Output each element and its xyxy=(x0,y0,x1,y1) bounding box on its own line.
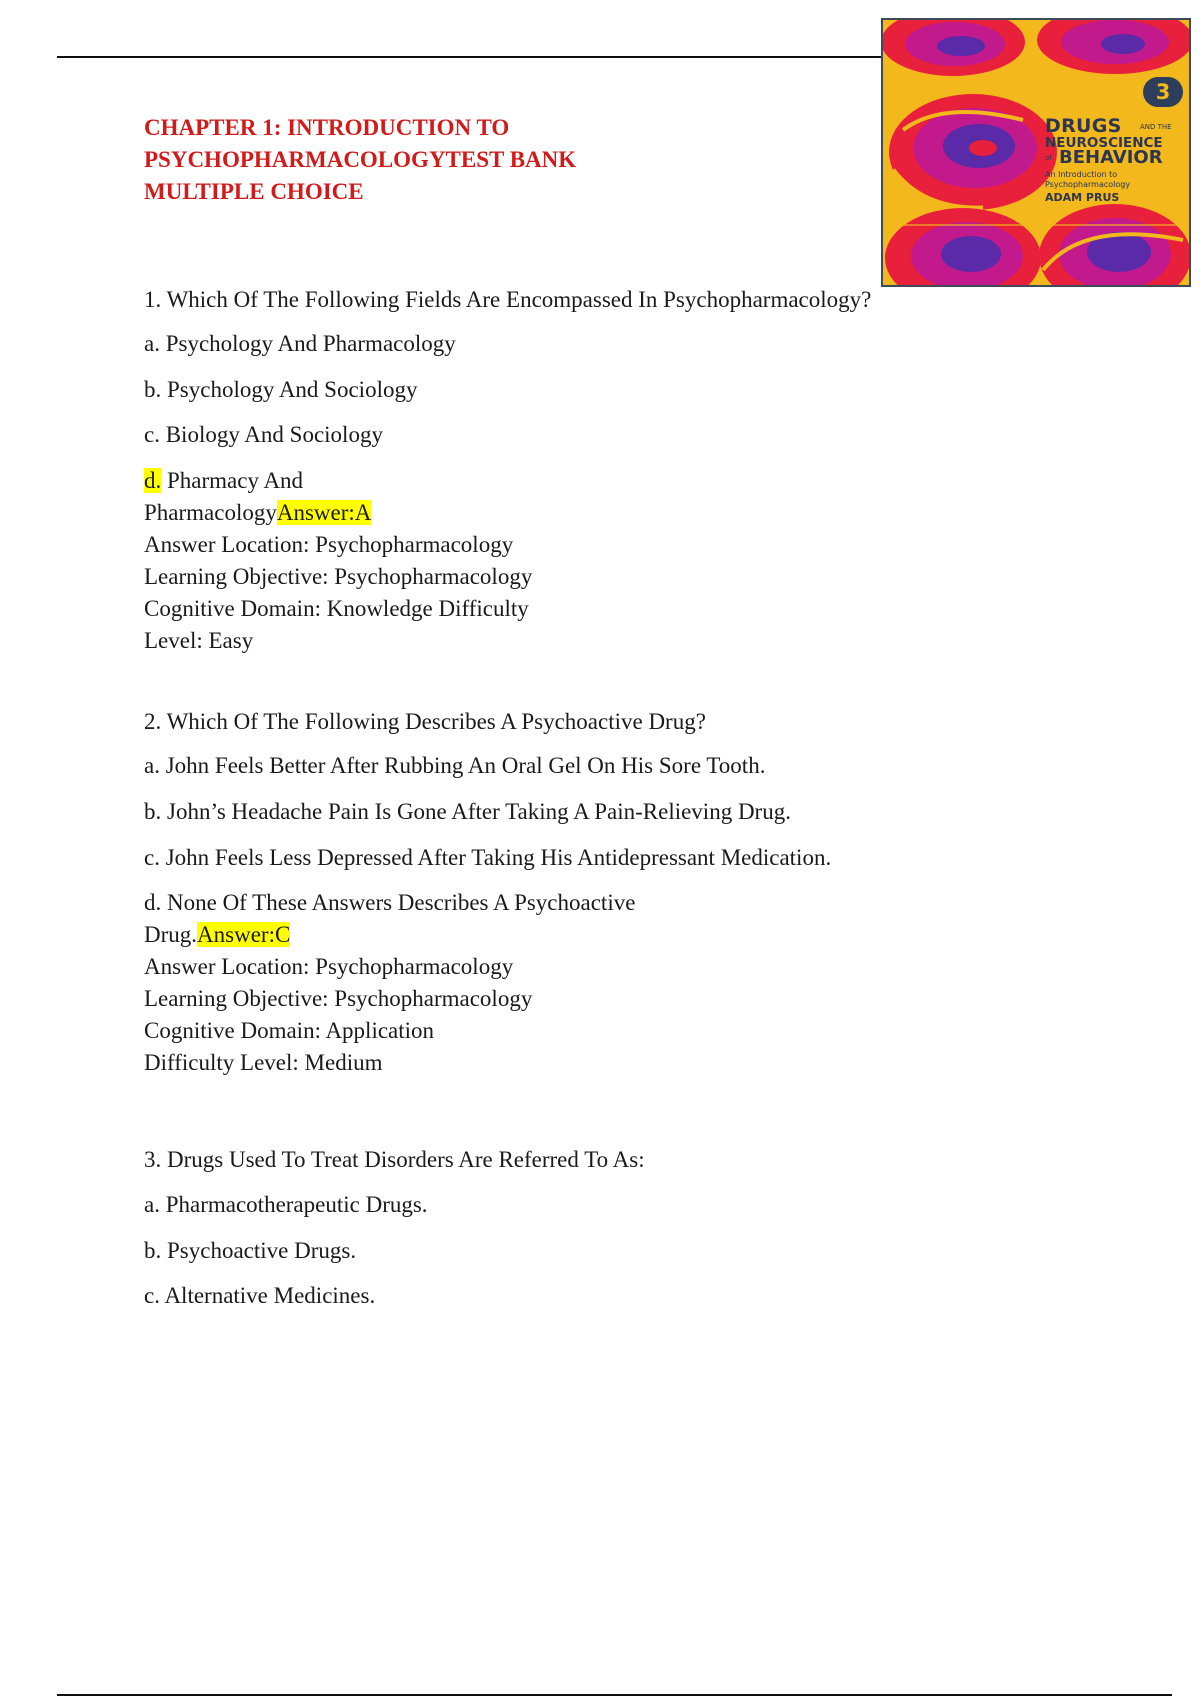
question-1-option-d xyxy=(144,466,303,496)
question-2-answer-line xyxy=(144,920,290,950)
question-2-option-d-continued: Drug. xyxy=(144,922,198,947)
question-3-option-b: b. Psychoactive Drugs. xyxy=(144,1238,357,1263)
top-rule xyxy=(57,56,887,58)
question-1-cognitive-domain: Cognitive Domain: Knowledge Difficulty xyxy=(144,596,529,621)
question-1-answer-location: Answer Location: Psychopharmacology xyxy=(144,532,514,557)
question-1-option-c: c. Biology And Sociology xyxy=(144,422,383,447)
question-2-answer-location: Answer Location: Psychopharmacology xyxy=(144,954,514,979)
question-2-cognitive-domain: Cognitive Domain: Application xyxy=(144,1018,435,1043)
chapter-title-line: CHAPTER 1: INTRODUCTION TO xyxy=(144,115,510,140)
cover-author: ADAM PRUS xyxy=(1045,191,1120,204)
question-2-stem: 2. Which Of The Following Describes A Psychoactive Drug? xyxy=(144,709,706,734)
cover-title-of: of xyxy=(1045,154,1052,162)
question-1-option-a: a. Psychology And Pharmacology xyxy=(144,331,456,356)
cover-title-and-the: AND THE xyxy=(1140,123,1172,131)
chapter-title-line: PSYCHOPHARMACOLOGYTEST BANK xyxy=(144,147,577,172)
cover-subtitle: An Introduction to Psychopharmacology xyxy=(1045,170,1131,189)
question-3-option-c: c. Alternative Medicines. xyxy=(144,1283,376,1308)
question-1-answer-line xyxy=(144,498,371,528)
question-1-answer: Answer:A xyxy=(276,500,372,525)
question-2-option-b: b. John’s Headache Pain Is Gone After Taking A Pain-Relieving Drug. xyxy=(144,799,791,824)
cover-title-drugs: DRUGS xyxy=(1045,115,1122,137)
question-2-learning-objective: Learning Objective: Psychopharmacology xyxy=(144,986,533,1011)
cover-title-behavior: BEHAVIOR xyxy=(1059,147,1163,168)
question-1-option-d-letter: d. xyxy=(144,468,162,493)
edition-badge: 3 xyxy=(1143,77,1183,107)
question-1-option-d-continued: Pharmacology xyxy=(144,500,277,525)
question-2-difficulty: Difficulty Level: Medium xyxy=(144,1050,383,1075)
question-2-option-c: c. John Feels Less Depressed After Taking His Antidepressant Medication. xyxy=(144,845,832,870)
question-1-option-d-text: Pharmacy And xyxy=(167,468,304,493)
question-2-option-d: d. None Of These Answers Describes A Psychoactive xyxy=(144,890,636,915)
question-1-option-b: b. Psychology And Sociology xyxy=(144,377,418,402)
question-1-difficulty: Level: Easy xyxy=(144,628,254,653)
question-3-stem: 3. Drugs Used To Treat Disorders Are Referred To As: xyxy=(144,1147,645,1172)
chapter-title-line: MULTIPLE CHOICE xyxy=(144,179,364,204)
book-cover-image xyxy=(881,18,1191,287)
chapter-title xyxy=(144,112,576,208)
question-2-option-a: a. John Feels Better After Rubbing An Oral Gel On His Sore Tooth. xyxy=(144,753,766,778)
question-1-learning-objective: Learning Objective: Psychopharmacology xyxy=(144,564,533,589)
bottom-rule xyxy=(57,1694,1172,1696)
question-2-answer: Answer:C xyxy=(197,922,291,947)
question-1-stem: 1. Which Of The Following Fields Are Encompassed In Psychopharmacology? xyxy=(144,287,872,312)
cover-title-neuroscience: NEUROSCIENCE xyxy=(1045,135,1163,151)
question-3-option-a: a. Pharmacotherapeutic Drugs. xyxy=(144,1192,428,1217)
